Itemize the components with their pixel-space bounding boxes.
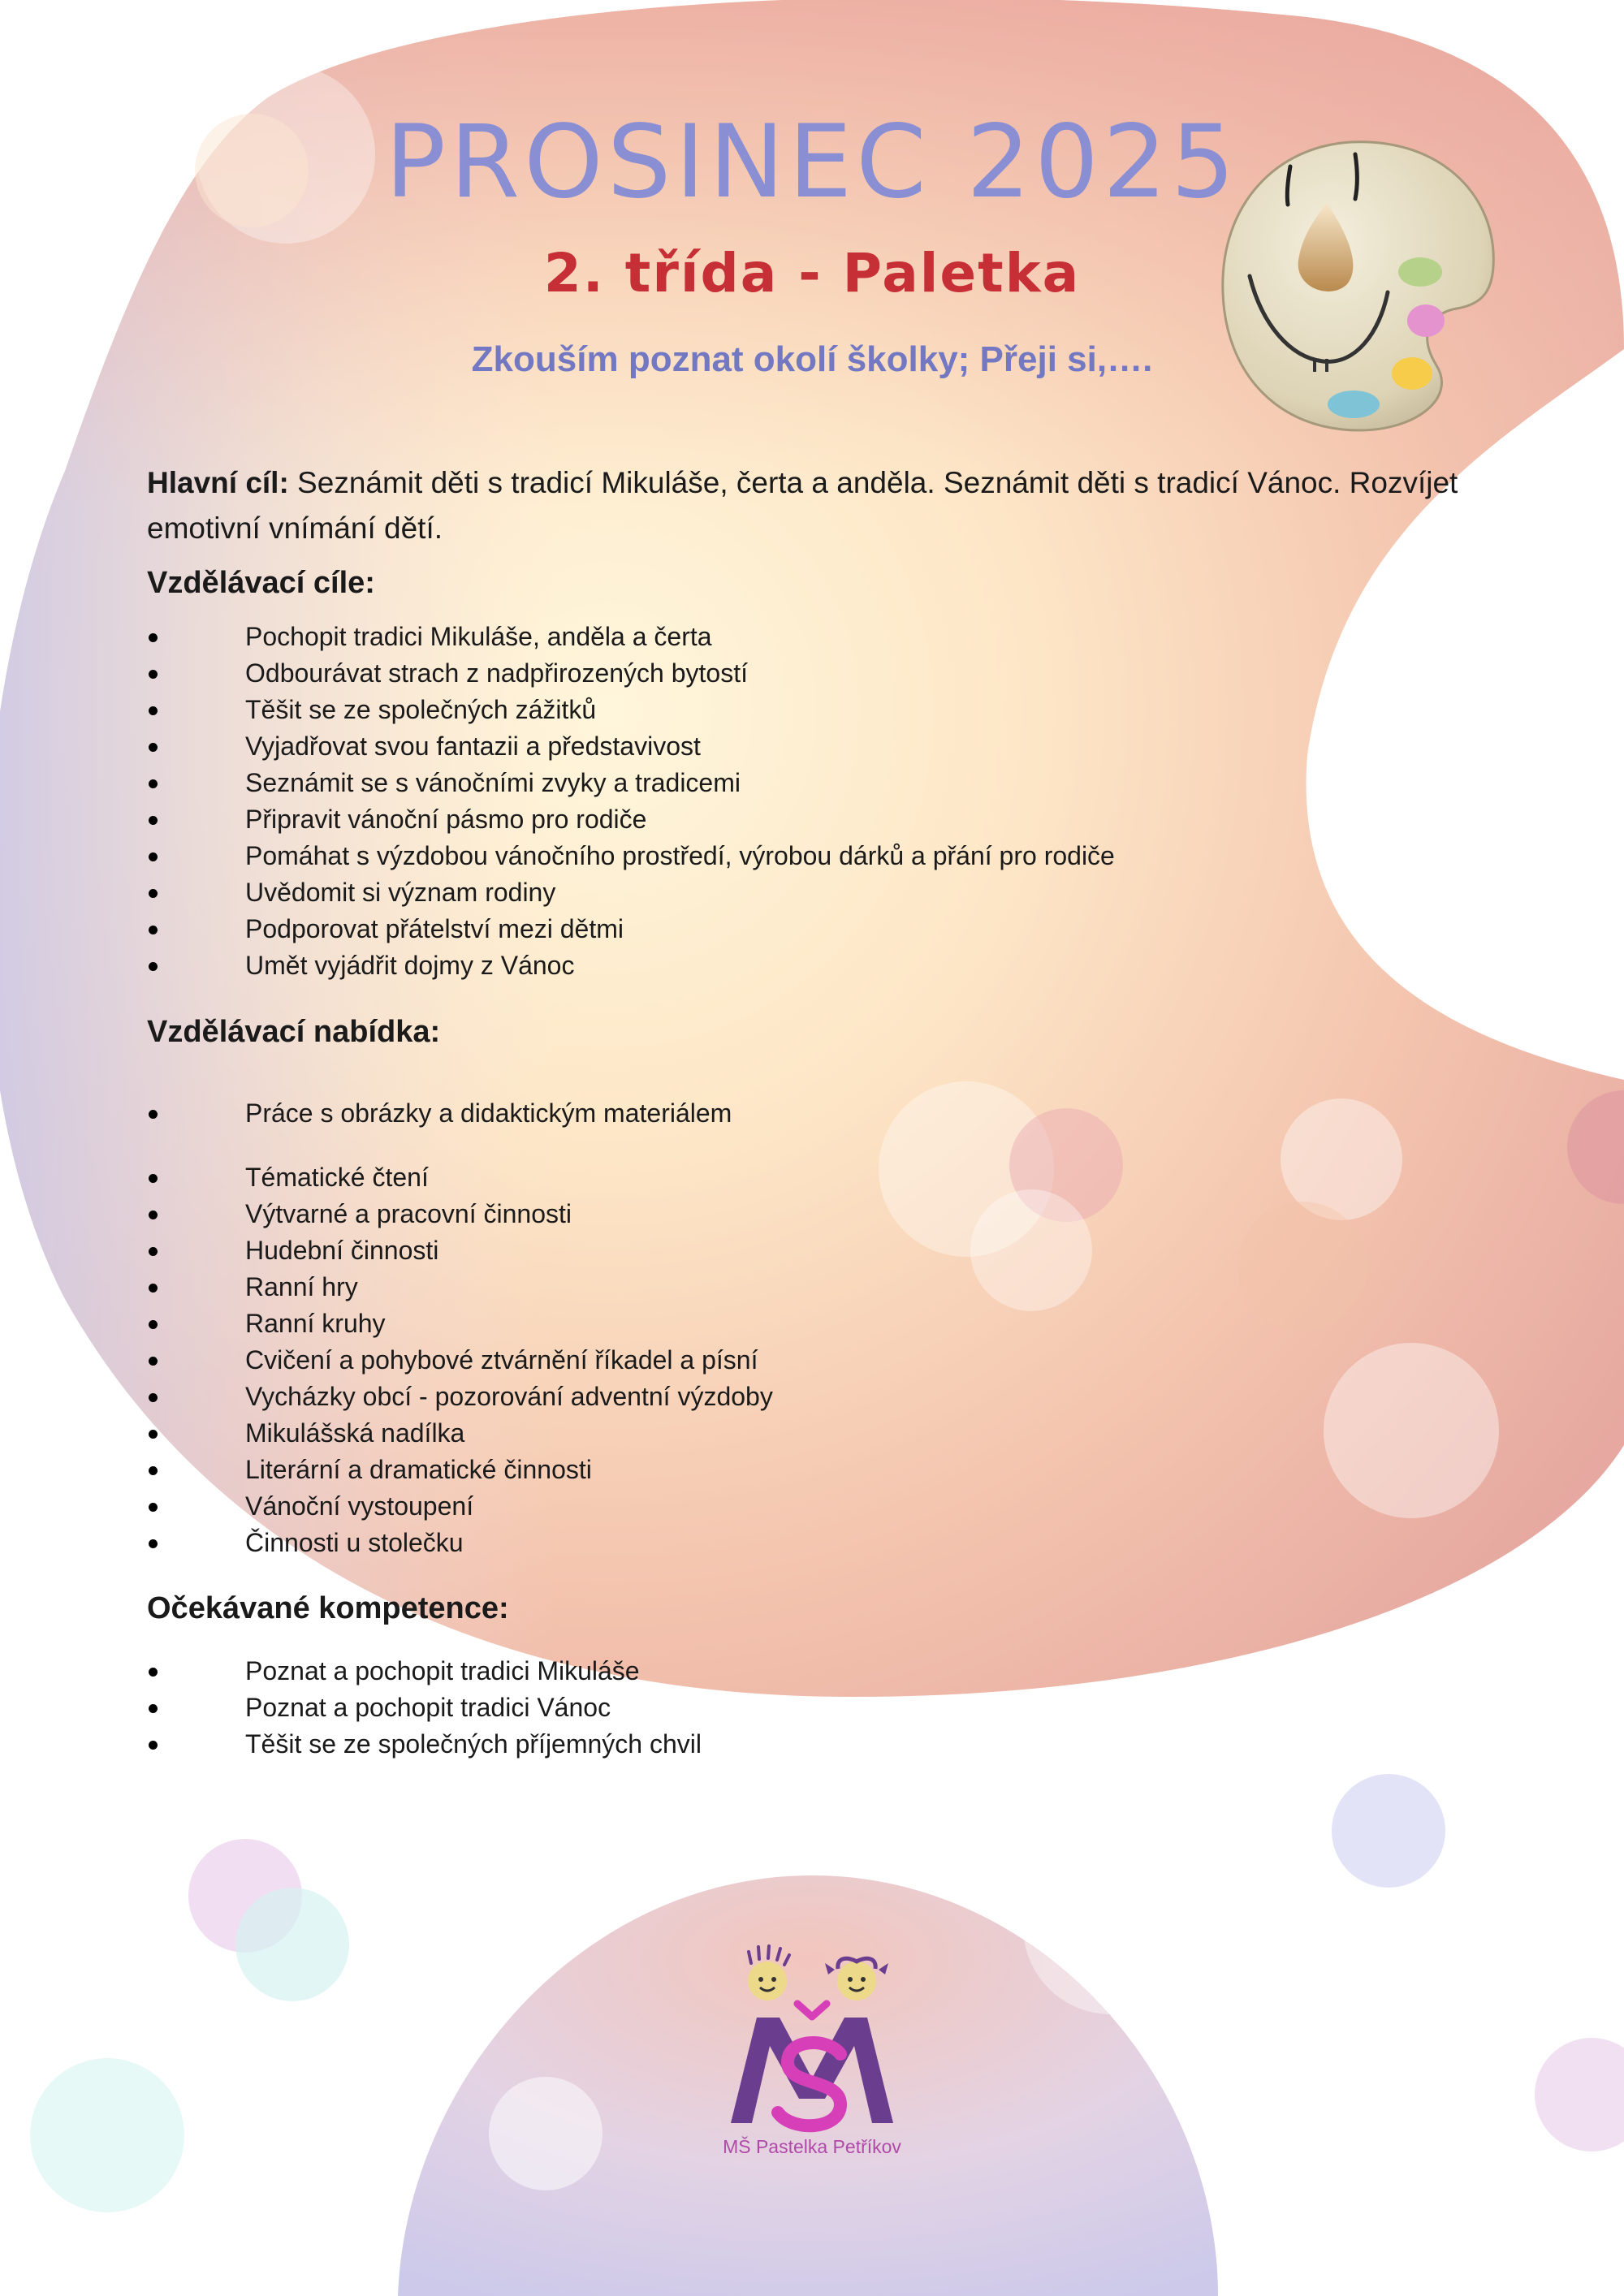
page-title: PROSINEC 2025 (385, 104, 1239, 221)
list-item: Připravit vánoční pásmo pro rodiče (147, 801, 1365, 838)
educational-offer-list-first (147, 1095, 1365, 1132)
educational-goals-list (147, 619, 1365, 984)
list-item: Mikulášská nadílka (147, 1415, 1365, 1452)
educational-goals-heading: Vzdělávací cíle: (147, 566, 375, 600)
palette-icon (1213, 130, 1505, 438)
list-item: Činnosti u stolečku (147, 1525, 1365, 1561)
list-item: Uvědomit si význam rodiny (147, 874, 1365, 911)
expected-competences-list (147, 1653, 1365, 1763)
list-item: Tématické čtení (147, 1159, 1365, 1196)
main-goal-text: Seznámit děti s tradicí Mikuláše, čerta a anděla. Seznámit děti s tradicí Vánoc. Rozvíjet emotivní vnímání dětí. (147, 466, 1458, 545)
list-item: Odbourávat strach z nadpřirozených bytostí (147, 655, 1365, 692)
school-logo-icon (706, 1932, 918, 2151)
month-topic: Zkouším poznat okolí školky; Přeji si,…. (471, 339, 1153, 379)
list-item: Pochopit tradici Mikuláše, anděla a čerta (147, 619, 1365, 655)
list-item: Pomáhat s výzdobou vánočního prostředí, výrobou dárků a přání pro rodiče (147, 838, 1365, 874)
list-item: Vánoční vystoupení (147, 1488, 1365, 1525)
expected-competences-heading: Očekávané kompetence: (147, 1591, 509, 1625)
list-item: Výtvarné a pracovní činnosti (147, 1196, 1365, 1232)
main-goal-label: Hlavní cíl: (147, 466, 289, 499)
list-item: Hudební činnosti (147, 1232, 1365, 1269)
logo-caption: MŠ Pastelka Petříkov (723, 2136, 901, 2157)
list-item: Ranní hry (147, 1269, 1365, 1306)
main-goal (147, 460, 1479, 551)
educational-offer-list (147, 1159, 1365, 1561)
list-item: Cvičení a pohybové ztvárnění říkadel a písní (147, 1342, 1365, 1379)
list-item: Ranní kruhy (147, 1306, 1365, 1342)
list-item: Seznámit se s vánočními zvyky a tradicemi (147, 765, 1365, 801)
class-name: 2. třída - Paletka (543, 242, 1081, 304)
list-item: Práce s obrázky a didaktickým materiálem (147, 1095, 1365, 1132)
list-item: Vycházky obcí - pozorování adventní výzdoby (147, 1379, 1365, 1415)
list-item: Podporovat přátelství mezi dětmi (147, 911, 1365, 947)
educational-offer-heading: Vzdělávací nabídka: (147, 1015, 441, 1049)
list-item: Těšit se ze společných zážitků (147, 692, 1365, 728)
list-item: Těšit se ze společných příjemných chvil (147, 1726, 1365, 1763)
list-item: Vyjadřovat svou fantazii a představivost (147, 728, 1365, 765)
list-item: Literární a dramatické činnosti (147, 1452, 1365, 1488)
list-item: Umět vyjádřit dojmy z Vánoc (147, 947, 1365, 984)
list-item: Poznat a pochopit tradici Vánoc (147, 1690, 1365, 1726)
list-item: Poznat a pochopit tradici Mikuláše (147, 1653, 1365, 1690)
